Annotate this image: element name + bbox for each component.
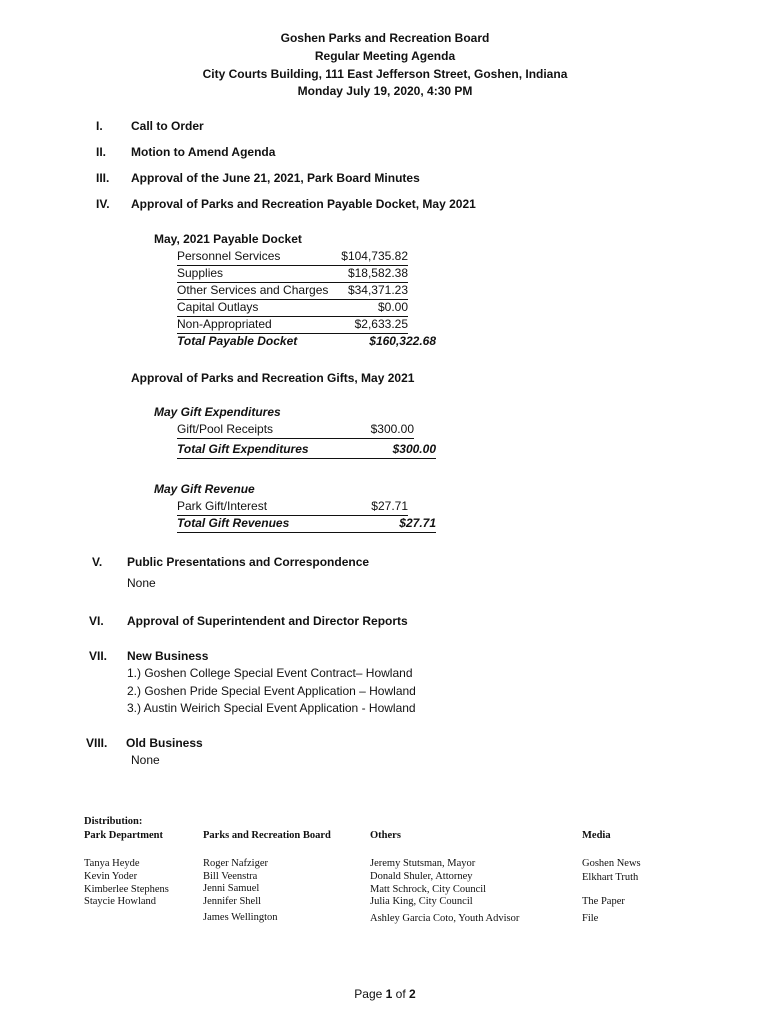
dist-name: Goshen News — [582, 858, 641, 869]
docket-row — [177, 249, 408, 266]
section-num-6: VI. — [89, 614, 104, 628]
page-number — [0, 987, 770, 1001]
dist-name: Jennifer Shell — [203, 896, 262, 907]
dist-name: Ashley Garcia Coto, Youth Advisor — [370, 913, 520, 924]
docket-row — [177, 317, 408, 334]
docket-total-row — [177, 334, 436, 350]
section-reports: Approval of Superintendent and Director Reports — [127, 614, 408, 628]
gift-revenue-label: Park Gift/Interest — [177, 499, 268, 513]
docket-total-amount: $160,322.68 — [369, 334, 436, 348]
gift-revenue-total-row — [177, 516, 436, 533]
docket-row-label: Non-Appropriated — [177, 317, 272, 331]
section-num-8: VIII. — [86, 736, 108, 750]
gift-revenue-amount: $27.71 — [371, 499, 408, 513]
agenda-item-minutes: Approval of the June 21, 2021, Park Board Minutes — [131, 171, 420, 185]
dist-name: Kimberlee Stephens — [84, 884, 169, 895]
gift-expenditure-total-row — [177, 442, 436, 459]
dist-name: Tanya Heyde — [84, 858, 140, 869]
agenda-item-amend-agenda: Motion to Amend Agenda — [131, 145, 276, 159]
meeting-type: Regular Meeting Agenda — [314, 49, 456, 63]
docket-row-amount: $104,735.82 — [341, 249, 408, 263]
docket-row — [177, 300, 408, 317]
gift-expenditures-title: May Gift Expenditures — [154, 405, 281, 419]
page-number-total: 2 — [409, 987, 416, 1001]
meeting-location: City Courts Building, 111 East Jefferson Street, Goshen, Indiana — [202, 67, 568, 81]
meeting-date: Monday July 19, 2020, 4:30 PM — [297, 84, 473, 98]
dist-heading-media: Media — [582, 830, 611, 841]
dist-name: File — [582, 913, 599, 924]
page-number-prefix: Page — [354, 987, 386, 1001]
agenda-item-payable-docket: Approval of Parks and Recreation Payable Docket, May 2021 — [131, 197, 476, 211]
section-public-presentations-body: None — [127, 576, 156, 590]
gift-expenditure-total-label: Total Gift Expenditures — [177, 442, 309, 456]
docket-row — [177, 266, 408, 283]
docket-total-label: Total Payable Docket — [177, 334, 298, 348]
page-number-current: 1 — [385, 987, 393, 1001]
dist-name: The Paper — [582, 896, 625, 907]
meeting-board-name: Goshen Parks and Recreation Board — [280, 31, 490, 45]
payable-docket-title: May, 2021 Payable Docket — [154, 232, 302, 246]
dist-name: Jenni Samuel — [203, 883, 260, 894]
docket-row-label: Capital Outlays — [177, 300, 259, 314]
dist-name: Kevin Yoder — [84, 871, 138, 882]
docket-row-label: Personnel Services — [177, 249, 281, 263]
agenda-item-call-to-order: Call to Order — [131, 119, 204, 133]
page-number-middle: of — [392, 987, 410, 1001]
agenda-num-1: I. — [96, 119, 103, 133]
dist-name: Julia King, City Council — [370, 896, 473, 907]
docket-row-amount: $18,582.38 — [347, 266, 408, 280]
agenda-num-3: III. — [96, 171, 110, 185]
dist-name: James Wellington — [203, 912, 278, 923]
docket-row-amount: $2,633.25 — [354, 317, 408, 331]
gift-revenue-title: May Gift Revenue — [154, 482, 255, 496]
distribution-label: Distribution: — [84, 816, 143, 827]
docket-row — [177, 283, 408, 300]
docket-row-label: Supplies — [177, 266, 224, 280]
dist-name: Donald Shuler, Attorney — [370, 871, 473, 882]
dist-heading-park-department: Park Department — [84, 830, 164, 841]
dist-name: Staycie Howland — [84, 896, 157, 907]
docket-row-amount: $34,371.23 — [347, 283, 408, 297]
section-old-business: Old Business — [126, 736, 203, 750]
dist-heading-board: Parks and Recreation Board — [203, 830, 331, 841]
gift-revenue-total-label: Total Gift Revenues — [177, 516, 290, 530]
gift-expenditure-total-amount: $300.00 — [392, 442, 436, 456]
dist-name: Bill Veenstra — [203, 871, 258, 882]
gift-expenditure-row — [177, 422, 414, 439]
agenda-num-4: IV. — [96, 197, 110, 211]
new-business-item: 1.) Goshen College Special Event Contract– Howland — [127, 666, 413, 680]
docket-row-label: Other Services and Charges — [177, 283, 329, 297]
gift-revenue-row — [177, 499, 408, 516]
dist-name: Elkhart Truth — [582, 872, 639, 883]
section-num-5: V. — [92, 555, 103, 569]
gifts-approval-title: Approval of Parks and Recreation Gifts, May 2021 — [131, 371, 415, 385]
section-old-business-body: None — [131, 753, 160, 767]
dist-name: Jeremy Stutsman, Mayor — [370, 858, 476, 869]
dist-name: Matt Schrock, City Council — [370, 884, 487, 895]
dist-heading-others: Others — [370, 830, 401, 841]
section-num-7: VII. — [89, 649, 108, 663]
section-public-presentations: Public Presentations and Correspondence — [127, 555, 370, 569]
new-business-item: 3.) Austin Weirich Special Event Application - Howland — [127, 701, 416, 715]
section-new-business: New Business — [127, 649, 209, 663]
new-business-item: 2.) Goshen Pride Special Event Application – Howland — [127, 684, 416, 698]
agenda-num-2: II. — [96, 145, 107, 159]
gift-expenditure-label: Gift/Pool Receipts — [177, 422, 274, 436]
gift-expenditure-amount: $300.00 — [370, 422, 414, 436]
docket-row-amount: $0.00 — [377, 300, 408, 314]
gift-revenue-total-amount: $27.71 — [399, 516, 436, 530]
dist-name: Roger Nafziger — [203, 858, 269, 869]
